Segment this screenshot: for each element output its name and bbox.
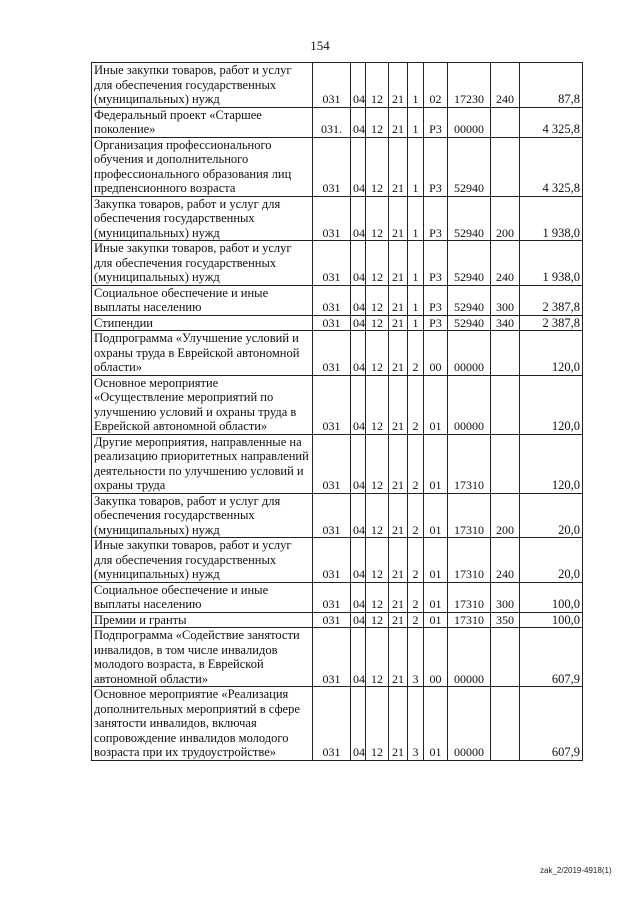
- table-row: [92, 434, 583, 493]
- expense-type-code-cell: 340: [491, 315, 520, 331]
- direction-code-cell: 17310: [448, 493, 491, 538]
- row-description: Социальное обеспечение и иные выплаты населению: [92, 582, 313, 612]
- direction-code-cell: 52940: [448, 196, 491, 241]
- admin-code-cell: 031: [313, 582, 351, 612]
- subprogram-code-cell: 3: [408, 687, 424, 761]
- measure-code-cell: 01: [424, 582, 448, 612]
- subsection-code-cell: 12: [366, 285, 389, 315]
- direction-code-cell: 52940: [448, 137, 491, 196]
- amount-cell: 20,0: [520, 493, 583, 538]
- subsection-code-cell: 12: [366, 612, 389, 628]
- measure-code-cell: Р3: [424, 315, 448, 331]
- row-description: Премии и гранты: [92, 612, 313, 628]
- subprogram-code-cell: 1: [408, 63, 424, 108]
- admin-code-cell: 031: [313, 285, 351, 315]
- section-code-cell: 04: [351, 612, 366, 628]
- table-row: [92, 538, 583, 583]
- document-footer-code: zak_2/2019-4918(1): [540, 866, 612, 875]
- subsection-code-cell: 12: [366, 434, 389, 493]
- direction-code-cell: 00000: [448, 375, 491, 434]
- measure-code-cell: Р3: [424, 196, 448, 241]
- amount-cell: 607,9: [520, 687, 583, 761]
- expense-type-code-cell: 300: [491, 285, 520, 315]
- table-row: [92, 331, 583, 376]
- direction-code-cell: 00000: [448, 331, 491, 376]
- measure-code-cell: Р3: [424, 241, 448, 286]
- subsection-code-cell: 12: [366, 331, 389, 376]
- program-code-cell: 21: [389, 687, 408, 761]
- admin-code-cell: 031: [313, 315, 351, 331]
- subprogram-code-cell: 1: [408, 315, 424, 331]
- measure-code-cell: 01: [424, 612, 448, 628]
- admin-code-cell: 031: [313, 434, 351, 493]
- table-row: [92, 582, 583, 612]
- table-row: [92, 285, 583, 315]
- measure-code-cell: Р3: [424, 107, 448, 137]
- table-row: [92, 628, 583, 687]
- admin-code-cell: 031: [313, 331, 351, 376]
- admin-code-cell: 031: [313, 612, 351, 628]
- subsection-code-cell: 12: [366, 107, 389, 137]
- amount-cell: 4 325,8: [520, 107, 583, 137]
- expense-type-code-cell: 240: [491, 241, 520, 286]
- subprogram-code-cell: 2: [408, 612, 424, 628]
- measure-code-cell: 01: [424, 493, 448, 538]
- subsection-code-cell: 12: [366, 582, 389, 612]
- direction-code-cell: 17230: [448, 63, 491, 108]
- program-code-cell: 21: [389, 493, 408, 538]
- subsection-code-cell: 12: [366, 196, 389, 241]
- direction-code-cell: 17310: [448, 434, 491, 493]
- subsection-code-cell: 12: [366, 137, 389, 196]
- amount-cell: 100,0: [520, 612, 583, 628]
- expense-type-code-cell: 240: [491, 538, 520, 583]
- amount-cell: 20,0: [520, 538, 583, 583]
- expense-type-code-cell: [491, 687, 520, 761]
- row-description: Основное мероприятие «Реализация дополнительных мероприятий в сфере занятости инвалидов, включая сопровождение инвалидов молодого возраста при их трудоустройстве»: [92, 687, 313, 761]
- table-row: [92, 493, 583, 538]
- expense-type-code-cell: 350: [491, 612, 520, 628]
- program-code-cell: 21: [389, 582, 408, 612]
- table-row: [92, 375, 583, 434]
- subprogram-code-cell: 2: [408, 375, 424, 434]
- subsection-code-cell: 12: [366, 315, 389, 331]
- direction-code-cell: 00000: [448, 687, 491, 761]
- admin-code-cell: 031: [313, 196, 351, 241]
- subprogram-code-cell: 2: [408, 538, 424, 583]
- budget-table-body: [92, 63, 583, 761]
- direction-code-cell: 00000: [448, 107, 491, 137]
- program-code-cell: 21: [389, 375, 408, 434]
- table-row: [92, 315, 583, 331]
- table-row: [92, 137, 583, 196]
- row-description: Иные закупки товаров, работ и услуг для обеспечения государственных (муниципальных) нужд: [92, 538, 313, 583]
- program-code-cell: 21: [389, 434, 408, 493]
- subprogram-code-cell: 3: [408, 628, 424, 687]
- row-description: Федеральный проект «Старшее поколение»: [92, 107, 313, 137]
- admin-code-cell: 031: [313, 687, 351, 761]
- subprogram-code-cell: 2: [408, 582, 424, 612]
- table-row: [92, 196, 583, 241]
- direction-code-cell: 00000: [448, 628, 491, 687]
- subprogram-code-cell: 1: [408, 241, 424, 286]
- section-code-cell: 04: [351, 538, 366, 583]
- subprogram-code-cell: 2: [408, 493, 424, 538]
- section-code-cell: 04: [351, 315, 366, 331]
- amount-cell: 2 387,8: [520, 315, 583, 331]
- amount-cell: 607,9: [520, 628, 583, 687]
- amount-cell: 1 938,0: [520, 196, 583, 241]
- direction-code-cell: 17310: [448, 612, 491, 628]
- section-code-cell: 04: [351, 375, 366, 434]
- measure-code-cell: 01: [424, 434, 448, 493]
- subsection-code-cell: 12: [366, 63, 389, 108]
- expense-type-code-cell: [491, 331, 520, 376]
- program-code-cell: 21: [389, 137, 408, 196]
- program-code-cell: 21: [389, 612, 408, 628]
- admin-code-cell: 031: [313, 241, 351, 286]
- measure-code-cell: Р3: [424, 137, 448, 196]
- section-code-cell: 04: [351, 241, 366, 286]
- expense-type-code-cell: [491, 107, 520, 137]
- table-row: [92, 612, 583, 628]
- admin-code-cell: 031: [313, 628, 351, 687]
- expense-type-code-cell: 200: [491, 493, 520, 538]
- row-description: Организация профессионального обучения и дополнительного профессионального образования лиц предпенсионного возраста: [92, 137, 313, 196]
- subprogram-code-cell: 2: [408, 331, 424, 376]
- measure-code-cell: 02: [424, 63, 448, 108]
- section-code-cell: 04: [351, 628, 366, 687]
- expense-type-code-cell: [491, 628, 520, 687]
- subprogram-code-cell: 1: [408, 196, 424, 241]
- subprogram-code-cell: 1: [408, 137, 424, 196]
- row-description: Социальное обеспечение и иные выплаты населению: [92, 285, 313, 315]
- page-number: 154: [310, 38, 330, 53]
- section-code-cell: 04: [351, 434, 366, 493]
- section-code-cell: 04: [351, 63, 366, 108]
- direction-code-cell: 17310: [448, 582, 491, 612]
- section-code-cell: 04: [351, 196, 366, 241]
- program-code-cell: 21: [389, 241, 408, 286]
- direction-code-cell: 17310: [448, 538, 491, 583]
- expense-type-code-cell: [491, 137, 520, 196]
- program-code-cell: 21: [389, 538, 408, 583]
- program-code-cell: 21: [389, 196, 408, 241]
- program-code-cell: 21: [389, 107, 408, 137]
- expense-type-code-cell: 200: [491, 196, 520, 241]
- subsection-code-cell: 12: [366, 538, 389, 583]
- amount-cell: 120,0: [520, 331, 583, 376]
- measure-code-cell: 00: [424, 331, 448, 376]
- measure-code-cell: Р3: [424, 285, 448, 315]
- subsection-code-cell: 12: [366, 241, 389, 286]
- expense-type-code-cell: 240: [491, 63, 520, 108]
- amount-cell: 120,0: [520, 434, 583, 493]
- section-code-cell: 04: [351, 687, 366, 761]
- subsection-code-cell: 12: [366, 628, 389, 687]
- direction-code-cell: 52940: [448, 315, 491, 331]
- row-description: Стипендии: [92, 315, 313, 331]
- expense-type-code-cell: [491, 434, 520, 493]
- table-row: [92, 107, 583, 137]
- row-description: Подпрограмма «Содействие занятости инвалидов, в том числе инвалидов молодого возраста, в Еврейской автономной области»: [92, 628, 313, 687]
- row-description: Иные закупки товаров, работ и услуг для обеспечения государственных (муниципальных) нужд: [92, 63, 313, 108]
- admin-code-cell: 031: [313, 63, 351, 108]
- section-code-cell: 04: [351, 331, 366, 376]
- subprogram-code-cell: 2: [408, 434, 424, 493]
- row-description: Другие мероприятия, направленные на реализацию приоритетных направлений деятельности по улучшению условий и охраны труда: [92, 434, 313, 493]
- program-code-cell: 21: [389, 63, 408, 108]
- row-description: Закупка товаров, работ и услуг для обеспечения государственных (муниципальных) нужд: [92, 196, 313, 241]
- measure-code-cell: 01: [424, 538, 448, 583]
- table-row: [92, 63, 583, 108]
- expense-type-code-cell: [491, 375, 520, 434]
- measure-code-cell: 01: [424, 687, 448, 761]
- amount-cell: 2 387,8: [520, 285, 583, 315]
- row-description: Подпрограмма «Улучшение условий и охраны труда в Еврейской автономной области»: [92, 331, 313, 376]
- admin-code-cell: 031: [313, 493, 351, 538]
- admin-code-cell: 031: [313, 137, 351, 196]
- subprogram-code-cell: 1: [408, 285, 424, 315]
- admin-code-cell: 031: [313, 538, 351, 583]
- section-code-cell: 04: [351, 137, 366, 196]
- amount-cell: 120,0: [520, 375, 583, 434]
- amount-cell: 1 938,0: [520, 241, 583, 286]
- amount-cell: 4 325,8: [520, 137, 583, 196]
- subsection-code-cell: 12: [366, 687, 389, 761]
- section-code-cell: 04: [351, 582, 366, 612]
- amount-cell: 87,8: [520, 63, 583, 108]
- measure-code-cell: 00: [424, 628, 448, 687]
- amount-cell: 100,0: [520, 582, 583, 612]
- measure-code-cell: 01: [424, 375, 448, 434]
- table-row: [92, 687, 583, 761]
- section-code-cell: 04: [351, 493, 366, 538]
- program-code-cell: 21: [389, 628, 408, 687]
- direction-code-cell: 52940: [448, 285, 491, 315]
- expense-type-code-cell: 300: [491, 582, 520, 612]
- subsection-code-cell: 12: [366, 375, 389, 434]
- subprogram-code-cell: 1: [408, 107, 424, 137]
- subsection-code-cell: 12: [366, 493, 389, 538]
- program-code-cell: 21: [389, 315, 408, 331]
- row-description: Иные закупки товаров, работ и услуг для обеспечения государственных (муниципальных) нужд: [92, 241, 313, 286]
- row-description: Закупка товаров, работ и услуг для обеспечения государственных (муниципальных) нужд: [92, 493, 313, 538]
- budget-table: [91, 62, 583, 761]
- section-code-cell: 04: [351, 285, 366, 315]
- direction-code-cell: 52940: [448, 241, 491, 286]
- program-code-cell: 21: [389, 285, 408, 315]
- table-row: [92, 241, 583, 286]
- row-description: Основное мероприятие «Осуществление мероприятий по улучшению условий и охраны труда в Еврейской автономной области»: [92, 375, 313, 434]
- program-code-cell: 21: [389, 331, 408, 376]
- admin-code-cell: 031.: [313, 107, 351, 137]
- admin-code-cell: 031: [313, 375, 351, 434]
- section-code-cell: 04: [351, 107, 366, 137]
